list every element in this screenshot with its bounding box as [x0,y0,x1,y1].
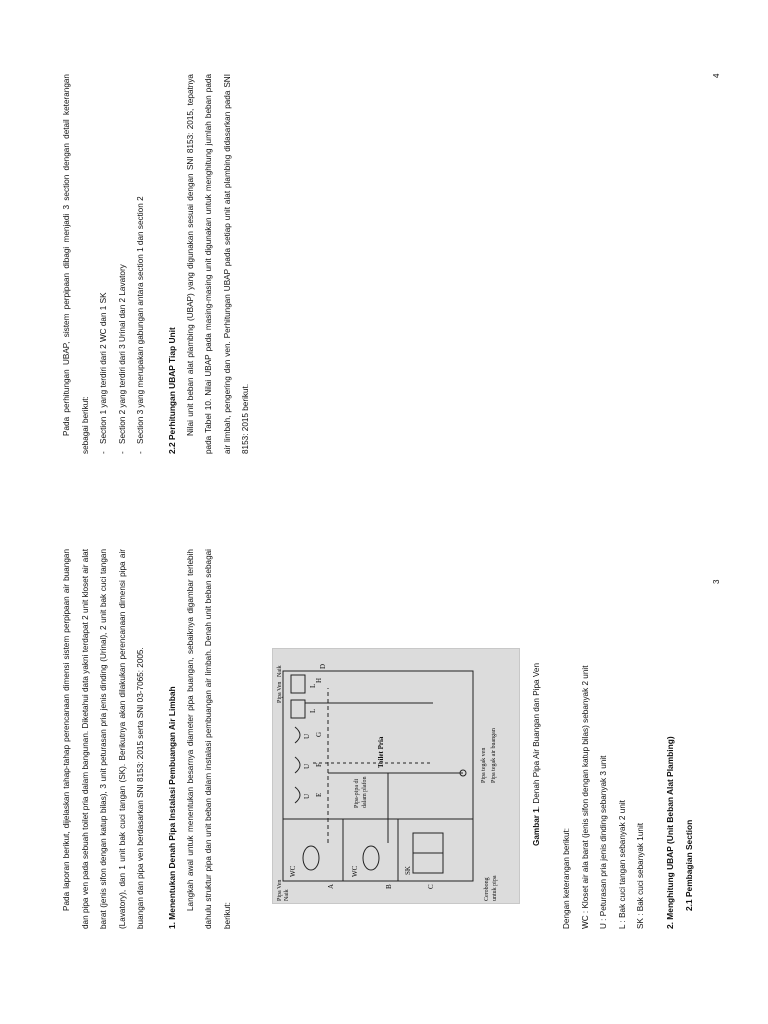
bullet-item: - Section 3 yang merupakan gabungan antara section 1 dan section 2 [132,74,151,454]
legend-intro: Dengan keterangan berikut: [562,827,571,929]
lavatory-fixture [291,700,305,718]
page-number-3: 3 [712,579,721,584]
label-pipa-plafon-2: dalam plafon [362,776,368,808]
legend-item: WC : Kloset air ala barat (jenis sifon dengan katup bilas) sebanyak 2 unit [580,665,590,929]
intro-paragraph: Pada laporan berikut, dijelaskan tahap-tahap perencanaan dimensi sistem perpipaan air buangan dan pipa ven pada sebuah toilet pria dalam bangunan. Diketahui data yakni terdapat 2 unit kloset air alat barat (jenis sifon dengan katup bilas), 3 unit peturasan pria jenis dinding (Urinal), 2 unit bak cuci tangan (Lavatory), dan 1 unit bak cuci tangan (SK). Berikutnya akan dilakukan perencanaan dimensi pipa air buangan dan pipa ven berdasarkan SNI 8153: 2015 serta SNI 03-7065: 2005. [62,549,146,929]
section2-heading: 2. Menghitung UBAP (Unit Beban Alat Plambing) [664,736,675,929]
left-page-text [58,549,237,929]
figure-caption-text: . Denah Pipa Air Buangan dan Pipa Ven [532,663,541,809]
right-intro: Pada perhitungan UBAP, sistem perpipaan dibagi menjadi 3 section dengan detail keterangan sebagai berikut: [62,74,90,454]
label-b: B [385,884,393,889]
figure-caption [532,663,541,846]
label-a: A [327,883,335,889]
wc-fixture [303,846,319,870]
section22-heading: 2.2 Perhitungan UBAP Tiap Unit [166,327,177,454]
right-page-text [58,74,256,454]
label-wc-1: WC [289,865,297,877]
label-u3: U [303,733,311,739]
label-pipa-plafon-1: Pipa-pipa di [354,778,360,808]
section21-heading: 2.1 Pembagian Section [683,819,694,911]
label-d: D [319,663,327,669]
label-c: C [427,884,435,889]
label-g: G [315,731,323,737]
label-pipa-tegak-ven: Pipa tegak ven [481,747,487,783]
legend-item: L : Bak cuci tangan sebanyak 2 unit [617,800,627,929]
urinal-fixture [295,727,300,743]
label-pipa-ven-naik-left-2: Naik [284,889,290,901]
label-pipa-ven-naik-left-1: Pipa Ven [277,879,283,901]
label-u2: U [303,763,311,769]
label-cerobong-2: untuk pipa [492,875,498,901]
label-toilet: Toilet Pria [377,736,385,768]
figure-caption-bold: Gambar 1 [532,808,541,846]
label-pipa-ven-naik-right-1: Pipa Ven [277,681,283,703]
section1-body: Langkah awal untuk menentukan besarnya diameter pipa buangan, sebaiknya digambar terlebih dahulu struktur pipa dan unit beban dalam instalasi pembuangan air limbah. Denah unit beban sebagai berikut: [185,549,232,929]
page-number-4: 4 [712,73,721,78]
label-pipa-tegak-air: Pipa tegak air buangan [491,728,497,783]
urinal-fixture [295,787,300,803]
label-wc-2: WC [351,865,359,877]
label-u1: U [303,793,311,799]
section1-heading: 1. Menentukan Denah Pipa Instalasi Pembuangan Air Limbah [166,686,177,929]
label-pipa-ven-naik-right-2: Naik [277,665,283,677]
label-l1: L [309,708,317,713]
label-l2: L [309,683,317,688]
lavatory-fixture [291,675,305,693]
label-e: E [315,792,323,797]
bullet-item: - Section 2 yang terdiri dari 3 Urinal dan 2 Lavatory [114,74,133,454]
section22-body: Nilai unit beban alat plambing (UBAP) yang digunakan sesuai dengan SNI 8153: 2015, tepatnya pada Tabel 10. Nilai UBAP pada masing-masing unit digunakan untuk menghitung jumlah beban pada air limbah, pengering dan ven. Perhitungan UBAP pada setiap unit alat plambing didasarkan pada SNI 8153: 2015 berikut. [185,74,251,454]
figure-plumbing-plan [272,648,520,904]
label-h: H [315,677,323,683]
wc-fixture [363,846,379,870]
legend-block [558,549,698,929]
urinal-fixture [295,757,300,773]
bullet-item: - Section 1 yang terdiri dari 2 WC dan 1 SK [95,74,114,454]
label-f: F [315,763,323,767]
label-cerobong-1: Cerobong [484,877,490,901]
plumbing-diagram [273,649,519,903]
legend-item: U : Peturasan pria jenis dinding sebanyak 3 unit [599,755,609,929]
label-sk: SK [404,866,412,875]
legend-item: SK : Bak cuci sebanyak 1unit [636,822,646,929]
